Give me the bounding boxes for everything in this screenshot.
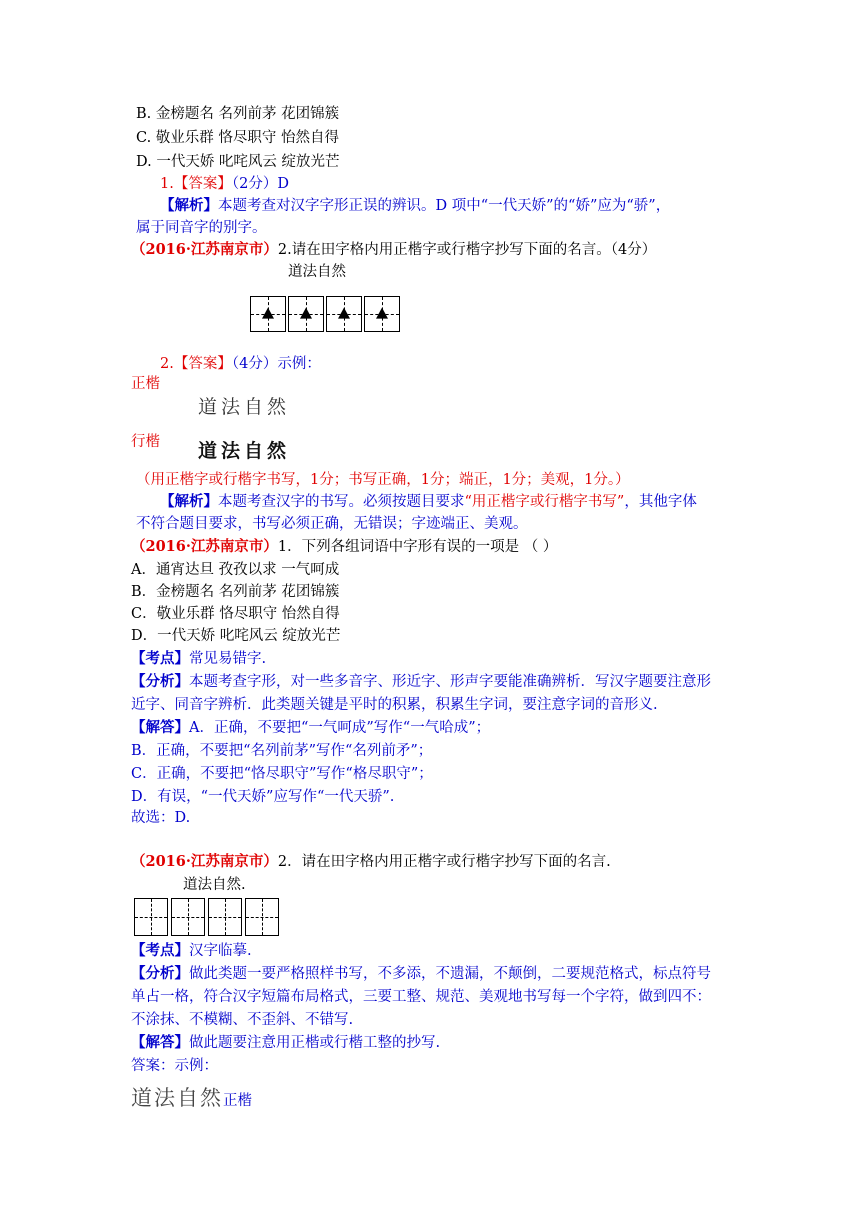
- q2b-sample: [131, 1088, 252, 1111]
- q1b-fenxi-line2: 近字、同音字辨析．此类题关键是平时的积累，积累生字词，要注意字词的音形义.: [131, 697, 658, 713]
- q1b-option-a: A．通宵达旦 孜孜以求 一气呵成: [131, 562, 340, 578]
- q2-answer-label: 2.【答案】: [160, 356, 232, 372]
- kaishu-sample: 道法自然: [198, 396, 291, 418]
- q1-answer-label: 1.【答案】: [160, 176, 232, 192]
- tianzige-cell[interactable]: [326, 296, 362, 332]
- q2-scoring: （用正楷字或行楷字书写，1分；书写正确，1分；端正，1分；美观，1分。）: [136, 472, 630, 488]
- q2-question: （2016·江苏南京市）2.请在田字格内用正楷字或行楷字抄写下面的名言。（4分）: [131, 241, 657, 258]
- tianzige-grid-answer: [250, 296, 400, 332]
- q2b-sample-text: 道法自然: [131, 1086, 223, 1110]
- option-b-top: B. 金榜题名 名列前茅 花团锦簇: [136, 106, 340, 122]
- q2b-jieda: 【解答】做此题要注意用正楷或行楷工整的抄写.: [131, 1034, 441, 1051]
- q1-analysis-line2: 属于同音字的别字。: [136, 220, 267, 236]
- q2-phrase: 道法自然: [288, 264, 346, 280]
- q1b-fenxi-line1: 【分析】本题考查字形，对一些多音字、形近字、形声字要能准确辨析．写汉字题要注意形: [131, 673, 711, 690]
- tianzige-cell[interactable]: [364, 296, 400, 332]
- q2b-sample-label: 正楷: [223, 1093, 252, 1109]
- tianzige-grid-blank: [134, 898, 279, 936]
- q1b-jieda-line2: B．正确，不要把“名列前茅”写作“名列前矛”；: [131, 743, 433, 759]
- triangle-icon: [300, 308, 312, 319]
- q1-answer-line: [160, 174, 289, 194]
- tianzige-cell[interactable]: [171, 898, 205, 936]
- q1-answer-score: （2分）D: [231, 176, 289, 192]
- q2-analysis-line1: 【解析】本题考查汉字的书写。必须按题目要求“用正楷字或行楷字书写”，其他字体: [160, 493, 697, 510]
- q1-analysis-line1: 【解析】本题考查对汉字字形正误的辨识。D 项中“一代天娇”的“娇”应为“骄”，: [160, 197, 671, 214]
- q2-analysis-line2: 不符合题目要求，书写必须正确，无错误；字迹端正、美观。: [136, 516, 528, 532]
- tianzige-cell[interactable]: [134, 898, 168, 936]
- triangle-icon: [376, 308, 388, 319]
- tianzige-cell[interactable]: [288, 296, 324, 332]
- tianzige-cell[interactable]: [250, 296, 286, 332]
- triangle-icon: [338, 308, 350, 319]
- q2b-fenxi-line3: 不涂抹、不模糊、不歪斜、不错写.: [131, 1012, 354, 1028]
- q2b-question: （2016·江苏南京市）2．请在田字格内用正楷字或行楷字抄写下面的名言.: [131, 853, 611, 870]
- q2b-phrase: 道法自然.: [183, 877, 246, 893]
- q2b-fenxi-line1: 【分析】做此类题一要严格照样书写，不多添，不遗漏，不颠倒，二要规范格式，标点符号: [131, 965, 711, 982]
- q1b-jieda-line3: C．正确，不要把“恪尽职守”写作“格尽职守”；: [131, 766, 433, 782]
- option-d-top: D. 一代天娇 叱咤风云 绽放光芒: [136, 154, 340, 170]
- q2-answer-line: 2.【答案】（4分）示例：: [160, 356, 321, 372]
- q1b-question: （2016·江苏南京市）1．下列各组词语中字形有误的一项是 （ ）: [131, 538, 558, 555]
- tianzige-cell[interactable]: [245, 898, 279, 936]
- q2b-answer-label: 答案：示例：: [131, 1058, 218, 1074]
- q1-analysis-tag: 【解析】: [160, 197, 218, 214]
- q1b-choice: 故选：D.: [131, 810, 191, 826]
- q2b-fenxi-line2: 单占一格，符合汉字短篇布局格式，三要工整、规范、美观地书写每一个字符，做到四不：: [131, 989, 711, 1005]
- xingkai-label: 行楷: [131, 434, 160, 450]
- q1b-option-b: B．金榜题名 名列前茅 花团锦簇: [131, 584, 340, 600]
- q1b-option-d: D．一代天娇 叱咤风云 绽放光芒: [131, 628, 341, 644]
- q2-source: （2016·江苏南京市）: [131, 241, 278, 258]
- option-c-top: C. 敬业乐群 恪尽职守 怡然自得: [136, 130, 340, 146]
- q1b-option-c: C．敬业乐群 恪尽职守 怡然自得: [131, 606, 340, 622]
- q2b-kaodian: 【考点】汉字临摹.: [131, 942, 252, 959]
- q1b-jieda-line1: 【解答】A．正确，不要把“一气呵成”写作“一气哈成”；: [131, 719, 491, 736]
- q1b-kaodian: 【考点】常见易错字.: [131, 650, 267, 667]
- triangle-icon: [262, 308, 274, 319]
- tianzige-cell[interactable]: [208, 898, 242, 936]
- q1b-jieda-line4: D．有误，“一代天娇”应写作“一代天骄”.: [131, 789, 395, 805]
- kaishu-label: 正楷: [131, 376, 160, 392]
- xingkai-sample: 道法自然: [198, 440, 291, 462]
